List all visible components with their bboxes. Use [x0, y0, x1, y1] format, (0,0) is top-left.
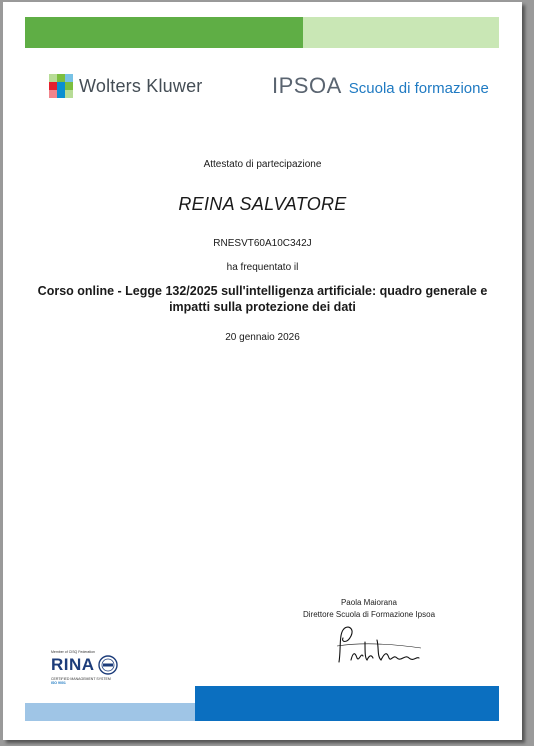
certificate-heading: Attestato di partecipazione	[203, 159, 322, 170]
wolters-kluwer-icon	[49, 74, 73, 98]
iqnet-seal-icon	[98, 655, 118, 675]
participant-tax-code: RNESVT60A10C342J	[213, 238, 312, 249]
top-light-green-band	[303, 17, 499, 48]
bottom-light-blue-band	[25, 703, 195, 721]
participant-name: REINA SALVATORE	[178, 194, 347, 214]
signature-image	[333, 622, 423, 666]
certificate-page	[3, 2, 522, 740]
attended-text: ha frequentato il	[226, 262, 299, 273]
rina-top-text: Member of CISQ Federation	[51, 650, 95, 654]
bottom-blue-band	[195, 686, 499, 721]
ipsoa-subtitle: Scuola di formazione	[348, 80, 489, 97]
ipsoa-brand: IPSOA	[272, 73, 342, 98]
signatory-role: Direttore Scuola di Formazione Ipsoa	[302, 610, 436, 619]
rina-brand: RINA	[51, 655, 95, 674]
rina-bottom-text-2: ISO 9001	[51, 681, 66, 685]
publisher-name: Wolters Kluwer	[79, 75, 203, 96]
signatory-name: Paola Maiorana	[340, 598, 398, 607]
course-title: Corso online - Legge 132/2025 sull'intelligenza artificiale: quadro generale e impatti sulla protezione dei dati	[37, 284, 488, 314]
top-green-band	[25, 17, 303, 48]
wolters-kluwer-logo	[49, 74, 203, 98]
ipsoa-logo	[272, 73, 489, 99]
certificate-date: 20 gennaio 2026	[225, 332, 300, 343]
rina-bottom-text-1: CERTIFIED MANAGEMENT SYSTEM	[51, 677, 111, 681]
rina-certification-badge	[51, 650, 125, 685]
